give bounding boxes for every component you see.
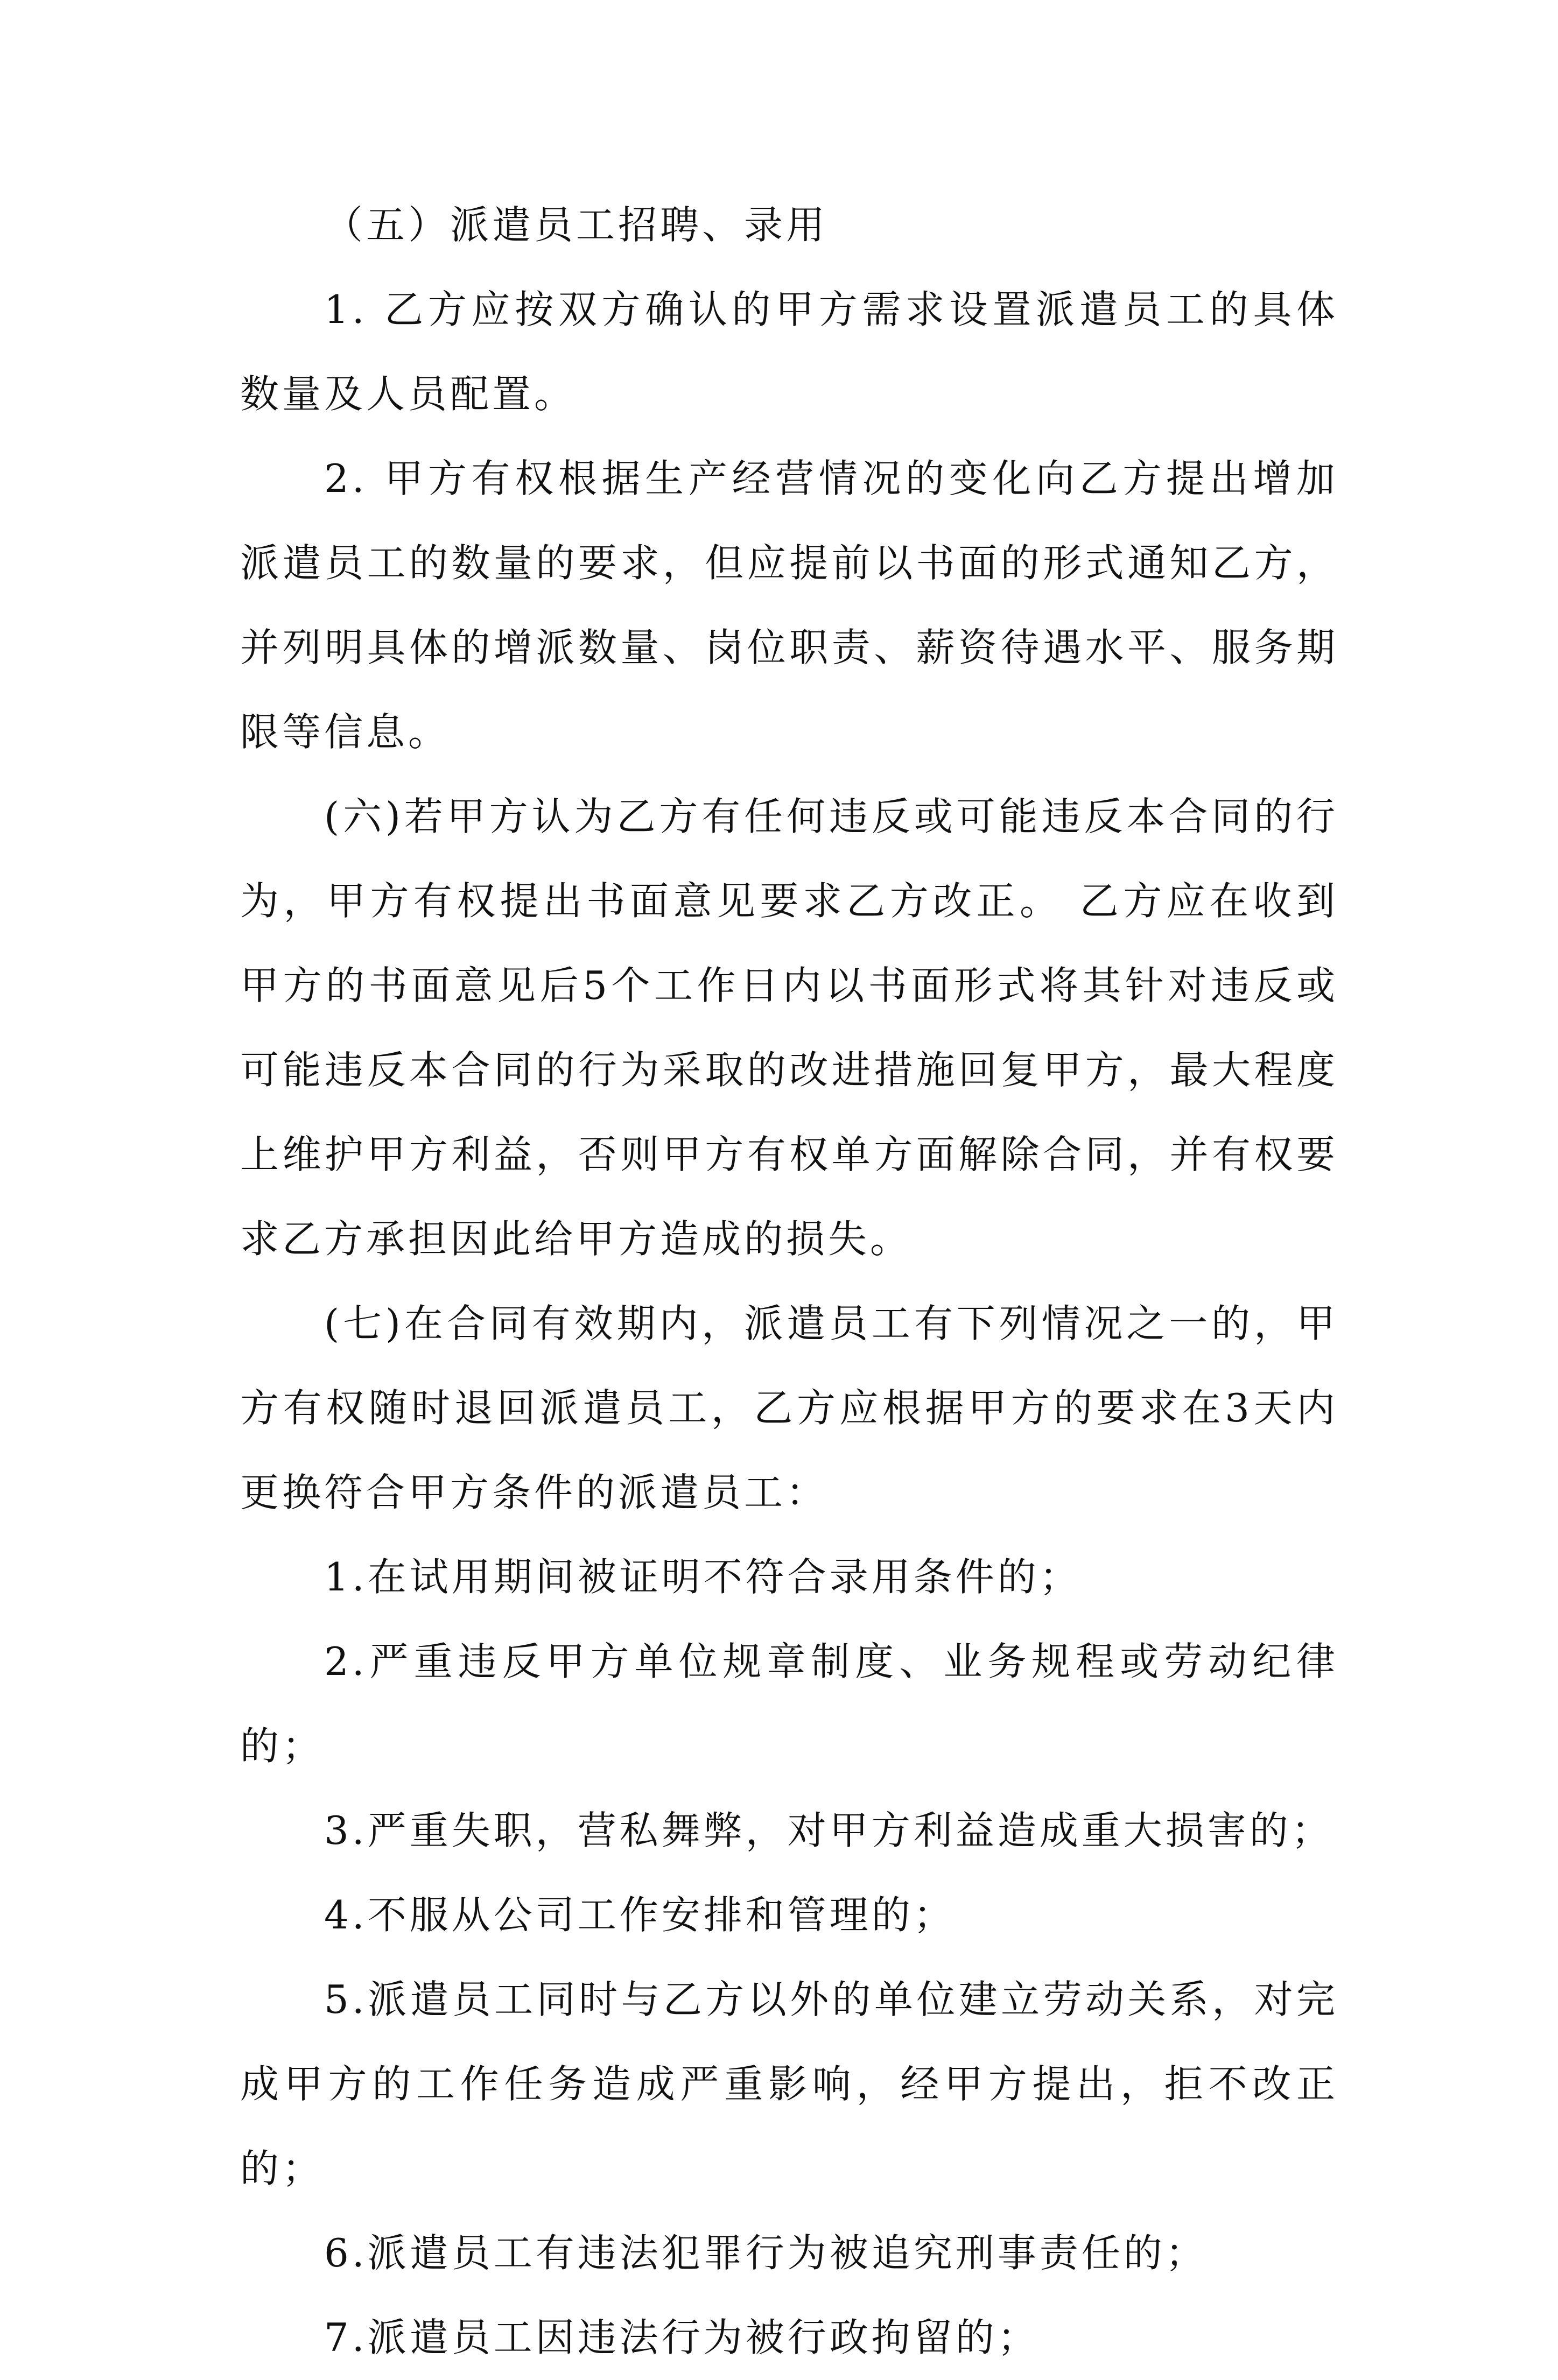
list-item: 7.派遣员工因违法行为被行政拘留的；	[324, 2315, 1040, 2360]
document-body	[240, 183, 1338, 2380]
list-item: 6.派遣员工有违法犯罪行为被追究刑事责任的；	[324, 2230, 1208, 2276]
list-item: 2.严重违反甲方单位规章制度、业务规程或劳动纪律的；	[240, 1639, 1338, 1769]
list-item: 1.在试用期间被证明不符合录用条件的；	[324, 1554, 1082, 1600]
section-heading-five: （五）派遣员工招聘、录用	[324, 202, 829, 248]
section-paragraph-six: (六)若甲方认为乙方有任何违反或可能违反本合同的行为，甲方有权提出书面意见要求乙方改正。 乙方应在收到甲方的书面意见后5个工作日内以书面形式将其针对违反或可能违反本合同的行为采取的改进措施回复甲方，最大程度上维护甲方利益，否则甲方有权单方面解除合同，并有权要求乙方承担因此给甲方造成的损失。	[240, 794, 1338, 1262]
list-item: 4.不服从公司工作安排和管理的；	[324, 1892, 956, 1938]
list-item: 5.派遣员工同时与乙方以外的单位建立劳动关系，对完成甲方的工作任务造成严重影响，经甲方提出，拒不改正的；	[240, 1977, 1338, 2191]
section-paragraph-seven: (七)在合同有效期内，派遣员工有下列情况之一的，甲方有权随时退回派遣员工，乙方应根据甲方的要求在3天内更换符合甲方条件的派遣员工：	[240, 1301, 1338, 1515]
clause-paragraph: 2. 甲方有权根据生产经营情况的变化向乙方提出增加派遣员工的数量的要求，但应提前以书面的形式通知乙方，并列明具体的增派数量、岗位职责、薪资待遇水平、服务期限等信息。	[240, 456, 1338, 755]
clause-paragraph: 1. 乙方应按双方确认的甲方需求设置派遣员工的具体数量及人员配置。	[240, 287, 1338, 417]
list-item: 3.严重失职，营私舞弊，对甲方利益造成重大损害的；	[324, 1808, 1334, 1853]
